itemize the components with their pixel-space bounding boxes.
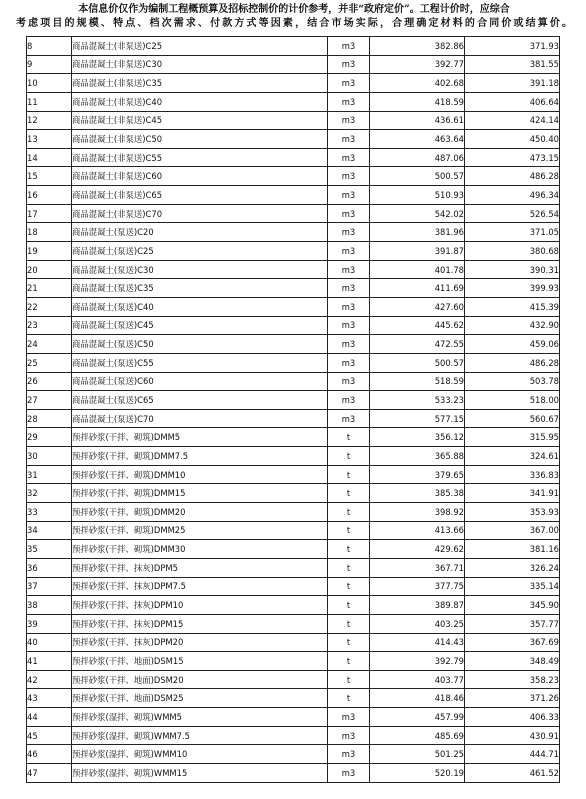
price-excluding-tax-cell: 367.00 <box>465 521 560 540</box>
price-excluding-tax-cell: 335.14 <box>465 577 560 596</box>
table-row <box>27 55 560 74</box>
row-number-cell: 28 <box>27 409 72 428</box>
table-row <box>27 558 560 577</box>
material-name-cell: 预拌砂浆(湿拌、砌筑)WMM15 <box>72 763 328 782</box>
material-name-cell: 商品混凝土(非泵送)C70 <box>72 204 328 223</box>
unit-cell: t <box>328 577 370 596</box>
table-row <box>27 130 560 149</box>
price-excluding-tax-cell: 326.24 <box>465 558 560 577</box>
price-including-tax-cell: 398.92 <box>370 503 465 522</box>
row-number-cell: 41 <box>27 652 72 671</box>
material-name-cell: 预拌砂浆(干拌、地面)DSM15 <box>72 652 328 671</box>
material-name-cell: 商品混凝土(泵送)C40 <box>72 297 328 316</box>
unit-cell: m3 <box>328 92 370 111</box>
table-row <box>27 260 560 279</box>
table-row <box>27 465 560 484</box>
unit-cell: t <box>328 689 370 708</box>
price-including-tax-cell: 392.77 <box>370 55 465 74</box>
row-number-cell: 36 <box>27 558 72 577</box>
table-row <box>27 391 560 410</box>
unit-cell: t <box>328 484 370 503</box>
price-excluding-tax-cell: 371.05 <box>465 223 560 242</box>
material-name-cell: 商品混凝土(泵送)C35 <box>72 279 328 298</box>
row-number-cell: 19 <box>27 242 72 261</box>
material-name-cell: 预拌砂浆(干拌、抹灰)DPM10 <box>72 596 328 615</box>
table-row <box>27 484 560 503</box>
unit-cell: t <box>328 428 370 447</box>
material-name-cell: 预拌砂浆(干拌、抹灰)DPM15 <box>72 614 328 633</box>
price-including-tax-cell: 389.87 <box>370 596 465 615</box>
table-row <box>27 74 560 93</box>
price-including-tax-cell: 381.96 <box>370 223 465 242</box>
table-row <box>27 372 560 391</box>
row-number-cell: 35 <box>27 540 72 559</box>
price-excluding-tax-cell: 459.06 <box>465 335 560 354</box>
price-table-body <box>27 37 560 783</box>
table-row <box>27 297 560 316</box>
row-number-cell: 23 <box>27 316 72 335</box>
price-excluding-tax-cell: 357.77 <box>465 614 560 633</box>
material-name-cell: 商品混凝土(非泵送)C55 <box>72 148 328 167</box>
unit-cell: m3 <box>328 74 370 93</box>
material-name-cell: 商品混凝土(泵送)C70 <box>72 409 328 428</box>
table-row <box>27 242 560 261</box>
price-excluding-tax-cell: 381.55 <box>465 55 560 74</box>
row-number-cell: 24 <box>27 335 72 354</box>
price-excluding-tax-cell: 444.71 <box>465 745 560 764</box>
material-name-cell: 预拌砂浆(干拌、砌筑)DMM5 <box>72 428 328 447</box>
unit-cell: t <box>328 614 370 633</box>
table-row <box>27 670 560 689</box>
price-including-tax-cell: 401.78 <box>370 260 465 279</box>
price-including-tax-cell: 500.57 <box>370 167 465 186</box>
price-including-tax-cell: 518.59 <box>370 372 465 391</box>
row-number-cell: 21 <box>27 279 72 298</box>
price-excluding-tax-cell: 406.64 <box>465 92 560 111</box>
price-including-tax-cell: 542.02 <box>370 204 465 223</box>
price-excluding-tax-cell: 371.26 <box>465 689 560 708</box>
material-name-cell: 商品混凝土(非泵送)C65 <box>72 186 328 205</box>
price-including-tax-cell: 501.25 <box>370 745 465 764</box>
unit-cell: m3 <box>328 167 370 186</box>
material-name-cell: 商品混凝土(泵送)C25 <box>72 242 328 261</box>
price-including-tax-cell: 379.65 <box>370 465 465 484</box>
price-excluding-tax-cell: 486.28 <box>465 353 560 372</box>
row-number-cell: 13 <box>27 130 72 149</box>
unit-cell: m3 <box>328 148 370 167</box>
table-row <box>27 37 560 56</box>
price-excluding-tax-cell: 391.18 <box>465 74 560 93</box>
material-name-cell: 商品混凝土(泵送)C30 <box>72 260 328 279</box>
row-number-cell: 37 <box>27 577 72 596</box>
row-number-cell: 18 <box>27 223 72 242</box>
unit-cell: t <box>328 558 370 577</box>
price-excluding-tax-cell: 336.83 <box>465 465 560 484</box>
price-including-tax-cell: 457.99 <box>370 708 465 727</box>
price-including-tax-cell: 403.25 <box>370 614 465 633</box>
unit-cell: m3 <box>328 130 370 149</box>
price-excluding-tax-cell: 432.90 <box>465 316 560 335</box>
price-including-tax-cell: 500.57 <box>370 353 465 372</box>
price-including-tax-cell: 402.68 <box>370 74 465 93</box>
material-name-cell: 预拌砂浆(干拌、砌筑)DMM20 <box>72 503 328 522</box>
material-name-cell: 商品混凝土(非泵送)C25 <box>72 37 328 56</box>
price-including-tax-cell: 392.79 <box>370 652 465 671</box>
price-excluding-tax-cell: 526.54 <box>465 204 560 223</box>
material-name-cell: 商品混凝土(非泵送)C60 <box>72 167 328 186</box>
unit-cell: m3 <box>328 708 370 727</box>
row-number-cell: 30 <box>27 447 72 466</box>
material-name-cell: 预拌砂浆(干拌、抹灰)DPM7.5 <box>72 577 328 596</box>
row-number-cell: 32 <box>27 484 72 503</box>
unit-cell: t <box>328 465 370 484</box>
price-excluding-tax-cell: 518.00 <box>465 391 560 410</box>
table-row <box>27 111 560 130</box>
unit-cell: m3 <box>328 297 370 316</box>
table-row <box>27 92 560 111</box>
row-number-cell: 31 <box>27 465 72 484</box>
material-name-cell: 商品混凝土(泵送)C50 <box>72 335 328 354</box>
price-excluding-tax-cell: 415.39 <box>465 297 560 316</box>
material-name-cell: 预拌砂浆(湿拌、砌筑)WMM7.5 <box>72 726 328 745</box>
disclaimer-notice <box>16 3 572 31</box>
price-including-tax-cell: 445.62 <box>370 316 465 335</box>
unit-cell: m3 <box>328 763 370 782</box>
price-excluding-tax-cell: 461.52 <box>465 763 560 782</box>
material-name-cell: 预拌砂浆(干拌、抹灰)DPM20 <box>72 633 328 652</box>
price-including-tax-cell: 385.38 <box>370 484 465 503</box>
unit-cell: m3 <box>328 353 370 372</box>
price-excluding-tax-cell: 324.61 <box>465 447 560 466</box>
table-row <box>27 335 560 354</box>
row-number-cell: 17 <box>27 204 72 223</box>
unit-cell: m3 <box>328 335 370 354</box>
row-number-cell: 20 <box>27 260 72 279</box>
material-name-cell: 预拌砂浆(干拌、地面)DSM20 <box>72 670 328 689</box>
unit-cell: t <box>328 633 370 652</box>
row-number-cell: 44 <box>27 708 72 727</box>
price-including-tax-cell: 510.93 <box>370 186 465 205</box>
material-name-cell: 预拌砂浆(干拌、地面)DSM25 <box>72 689 328 708</box>
table-row <box>27 577 560 596</box>
material-name-cell: 商品混凝土(泵送)C55 <box>72 353 328 372</box>
table-row <box>27 521 560 540</box>
price-including-tax-cell: 356.12 <box>370 428 465 447</box>
row-number-cell: 10 <box>27 74 72 93</box>
material-name-cell: 预拌砂浆(湿拌、砌筑)WMM10 <box>72 745 328 764</box>
unit-cell: m3 <box>328 391 370 410</box>
material-name-cell: 商品混凝土(泵送)C65 <box>72 391 328 410</box>
price-excluding-tax-cell: 424.14 <box>465 111 560 130</box>
price-including-tax-cell: 429.62 <box>370 540 465 559</box>
price-including-tax-cell: 487.06 <box>370 148 465 167</box>
row-number-cell: 42 <box>27 670 72 689</box>
unit-cell: m3 <box>328 55 370 74</box>
table-row <box>27 540 560 559</box>
row-number-cell: 33 <box>27 503 72 522</box>
price-including-tax-cell: 485.69 <box>370 726 465 745</box>
table-row <box>27 223 560 242</box>
price-excluding-tax-cell: 486.28 <box>465 167 560 186</box>
price-excluding-tax-cell: 367.69 <box>465 633 560 652</box>
row-number-cell: 38 <box>27 596 72 615</box>
price-including-tax-cell: 411.69 <box>370 279 465 298</box>
price-including-tax-cell: 403.77 <box>370 670 465 689</box>
price-excluding-tax-cell: 450.40 <box>465 130 560 149</box>
price-including-tax-cell: 365.88 <box>370 447 465 466</box>
material-name-cell: 预拌砂浆(干拌、砌筑)DMM7.5 <box>72 447 328 466</box>
row-number-cell: 8 <box>27 37 72 56</box>
unit-cell: m3 <box>328 242 370 261</box>
row-number-cell: 29 <box>27 428 72 447</box>
price-excluding-tax-cell: 353.93 <box>465 503 560 522</box>
price-excluding-tax-cell: 348.49 <box>465 652 560 671</box>
row-number-cell: 11 <box>27 92 72 111</box>
price-excluding-tax-cell: 390.31 <box>465 260 560 279</box>
row-number-cell: 46 <box>27 745 72 764</box>
table-row <box>27 279 560 298</box>
row-number-cell: 9 <box>27 55 72 74</box>
price-excluding-tax-cell: 430.91 <box>465 726 560 745</box>
table-row <box>27 316 560 335</box>
material-name-cell: 预拌砂浆(干拌、砌筑)DMM30 <box>72 540 328 559</box>
price-table <box>26 36 560 783</box>
disclaimer-line-2: 考虑项目的规模、特点、档次需求、付款方式等因素，结合市场实际，合理确定材料的合同价或结算价。 <box>16 18 572 29</box>
unit-cell: m3 <box>328 726 370 745</box>
table-row <box>27 633 560 652</box>
table-row <box>27 708 560 727</box>
unit-cell: m3 <box>328 279 370 298</box>
price-excluding-tax-cell: 345.90 <box>465 596 560 615</box>
price-including-tax-cell: 414.43 <box>370 633 465 652</box>
price-including-tax-cell: 520.19 <box>370 763 465 782</box>
material-name-cell: 预拌砂浆(干拌、砌筑)DMM10 <box>72 465 328 484</box>
price-including-tax-cell: 367.71 <box>370 558 465 577</box>
price-including-tax-cell: 427.60 <box>370 297 465 316</box>
material-name-cell: 商品混凝土(非泵送)C45 <box>72 111 328 130</box>
table-row <box>27 353 560 372</box>
price-including-tax-cell: 377.75 <box>370 577 465 596</box>
price-including-tax-cell: 382.86 <box>370 37 465 56</box>
unit-cell: t <box>328 652 370 671</box>
price-excluding-tax-cell: 380.68 <box>465 242 560 261</box>
table-row <box>27 503 560 522</box>
table-row <box>27 763 560 782</box>
material-name-cell: 预拌砂浆(干拌、抹灰)DPM5 <box>72 558 328 577</box>
row-number-cell: 22 <box>27 297 72 316</box>
price-including-tax-cell: 577.15 <box>370 409 465 428</box>
unit-cell: m3 <box>328 37 370 56</box>
unit-cell: t <box>328 540 370 559</box>
price-including-tax-cell: 418.59 <box>370 92 465 111</box>
price-excluding-tax-cell: 406.33 <box>465 708 560 727</box>
price-excluding-tax-cell: 358.23 <box>465 670 560 689</box>
price-excluding-tax-cell: 560.67 <box>465 409 560 428</box>
table-row <box>27 409 560 428</box>
price-excluding-tax-cell: 473.15 <box>465 148 560 167</box>
unit-cell: t <box>328 596 370 615</box>
unit-cell: t <box>328 447 370 466</box>
row-number-cell: 43 <box>27 689 72 708</box>
row-number-cell: 16 <box>27 186 72 205</box>
row-number-cell: 14 <box>27 148 72 167</box>
material-name-cell: 预拌砂浆(干拌、砌筑)DMM15 <box>72 484 328 503</box>
row-number-cell: 40 <box>27 633 72 652</box>
row-number-cell: 34 <box>27 521 72 540</box>
table-row <box>27 745 560 764</box>
price-including-tax-cell: 463.64 <box>370 130 465 149</box>
row-number-cell: 39 <box>27 614 72 633</box>
price-including-tax-cell: 436.61 <box>370 111 465 130</box>
row-number-cell: 15 <box>27 167 72 186</box>
unit-cell: t <box>328 503 370 522</box>
unit-cell: m3 <box>328 316 370 335</box>
price-including-tax-cell: 472.55 <box>370 335 465 354</box>
material-name-cell: 商品混凝土(非泵送)C35 <box>72 74 328 93</box>
table-row <box>27 204 560 223</box>
unit-cell: m3 <box>328 223 370 242</box>
unit-cell: m3 <box>328 372 370 391</box>
material-name-cell: 商品混凝土(泵送)C60 <box>72 372 328 391</box>
table-row <box>27 428 560 447</box>
material-name-cell: 商品混凝土(非泵送)C30 <box>72 55 328 74</box>
price-excluding-tax-cell: 381.16 <box>465 540 560 559</box>
table-row <box>27 726 560 745</box>
unit-cell: m3 <box>328 745 370 764</box>
material-name-cell: 预拌砂浆(湿拌、砌筑)WMM5 <box>72 708 328 727</box>
price-including-tax-cell: 533.23 <box>370 391 465 410</box>
unit-cell: m3 <box>328 111 370 130</box>
price-excluding-tax-cell: 315.95 <box>465 428 560 447</box>
unit-cell: m3 <box>328 204 370 223</box>
table-row <box>27 614 560 633</box>
row-number-cell: 45 <box>27 726 72 745</box>
price-including-tax-cell: 413.66 <box>370 521 465 540</box>
table-row <box>27 186 560 205</box>
unit-cell: t <box>328 670 370 689</box>
unit-cell: m3 <box>328 260 370 279</box>
unit-cell: m3 <box>328 186 370 205</box>
table-row <box>27 148 560 167</box>
price-excluding-tax-cell: 503.78 <box>465 372 560 391</box>
table-row <box>27 596 560 615</box>
disclaimer-line-1: 本信息价仅作为编制工程概预算及招标控制价的计价参考，并非“政府定价”。工程计价时，应综合 <box>78 4 510 15</box>
unit-cell: t <box>328 521 370 540</box>
unit-cell: m3 <box>328 409 370 428</box>
material-name-cell: 商品混凝土(非泵送)C50 <box>72 130 328 149</box>
price-including-tax-cell: 391.87 <box>370 242 465 261</box>
material-name-cell: 预拌砂浆(干拌、砌筑)DMM25 <box>72 521 328 540</box>
price-excluding-tax-cell: 399.93 <box>465 279 560 298</box>
price-including-tax-cell: 418.46 <box>370 689 465 708</box>
row-number-cell: 25 <box>27 353 72 372</box>
table-row <box>27 689 560 708</box>
table-row <box>27 167 560 186</box>
row-number-cell: 12 <box>27 111 72 130</box>
material-name-cell: 商品混凝土(泵送)C20 <box>72 223 328 242</box>
price-excluding-tax-cell: 341.91 <box>465 484 560 503</box>
material-name-cell: 商品混凝土(泵送)C45 <box>72 316 328 335</box>
row-number-cell: 26 <box>27 372 72 391</box>
row-number-cell: 47 <box>27 763 72 782</box>
price-excluding-tax-cell: 371.93 <box>465 37 560 56</box>
price-excluding-tax-cell: 496.34 <box>465 186 560 205</box>
material-name-cell: 商品混凝土(非泵送)C40 <box>72 92 328 111</box>
row-number-cell: 27 <box>27 391 72 410</box>
table-row <box>27 652 560 671</box>
table-row <box>27 447 560 466</box>
